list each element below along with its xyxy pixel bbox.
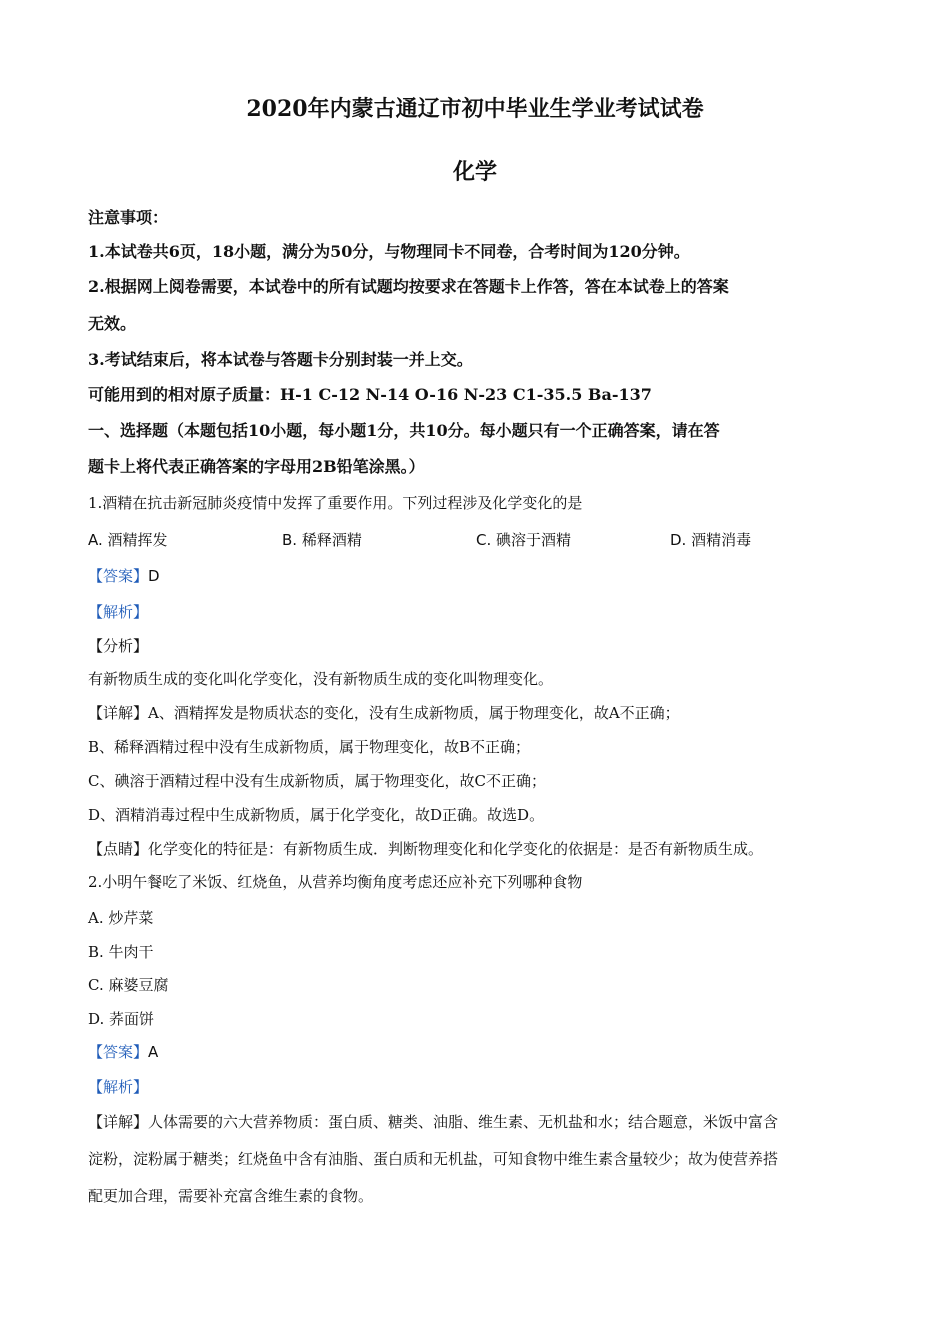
q1-detail-c: C、碘溶于酒精过程中没有生成新物质，属于物理变化，故C不正确；: [88, 772, 546, 790]
notice-heading: 注意事项：: [88, 208, 169, 227]
notice-item-2: 2.根据网上阅卷需要，本试卷中的所有试题均按要求在答题卡上作答，答在本试卷上的答案: [88, 277, 729, 296]
q2-option-b: B. 牛肉干: [88, 943, 154, 961]
q1-detail-d: D、酒精消毒过程中生成新物质，属于化学变化，故D正确。故选D。: [88, 806, 545, 824]
q1-answer: [88, 566, 868, 586]
q2-answer: [88, 1042, 868, 1062]
subject-title: 化学: [452, 159, 497, 185]
q2-option-c: C. 麻婆豆腐: [88, 976, 169, 994]
q1-fenxi: 有新物质生成的变化叫化学变化，没有新物质生成的变化叫物理变化。: [88, 670, 554, 688]
q1-stem: 1.酒精在抗击新冠肺炎疫情中发挥了重要作用。下列过程涉及化学变化的是: [88, 494, 583, 512]
answer-tag: 【答案】: [88, 567, 149, 585]
q1-detail-a: [88, 703, 868, 723]
q2-jiexi-tag: 【解析】: [88, 1078, 149, 1096]
notice-item-1: 1.本试卷共6页，18小题，满分为50分，与物理同卡不同卷，合考时间为120分钟。: [88, 242, 690, 261]
dianjing-tag: 【点睛】: [88, 840, 149, 858]
section-heading-cont: 题卡上将代表正确答案的字母用2B铅笔涂黑。）: [88, 457, 425, 476]
detail-text: 人体需要的六大营养物质：蛋白质、糖类、油脂、维生素、无机盐和水；结合题意，米饭中富含: [148, 1113, 779, 1131]
q1-option-b: B. 稀释酒精: [282, 531, 362, 549]
answer-value: D: [148, 567, 160, 585]
section-heading: 一、选择题（本题包括10小题，每小题1分，共10分。每小题只有一个正确答案，请在答: [88, 421, 720, 440]
exam-title: 2020年内蒙古通辽市初中毕业生学业考试试卷: [246, 96, 704, 122]
q1-jiexi-tag: 【解析】: [88, 603, 149, 621]
q1-detail-b: B、稀释酒精过程中没有生成新物质，属于物理变化，故B不正确；: [88, 738, 531, 756]
q1-option-d: D. 酒精消毒: [670, 531, 752, 549]
q2-option-d: D. 荞面饼: [88, 1010, 155, 1028]
detail-tag: 【详解】: [88, 1113, 149, 1131]
notice-item-2-cont: 无效。: [88, 314, 137, 333]
q2-detail-3: 配更加合理，需要补充富含维生素的食物。: [88, 1187, 374, 1205]
q2-option-a: A. 炒芹菜: [88, 909, 154, 927]
detail-text: A、酒精挥发是物质状态的变化，没有生成新物质，属于物理变化，故A不正确；: [148, 704, 680, 722]
q1-option-a: A. 酒精挥发: [88, 531, 168, 549]
answer-tag: 【答案】: [88, 1043, 149, 1061]
dianjing-text: 化学变化的特征是：有新物质生成．判断物理变化和化学变化的依据是：是否有新物质生成。: [148, 840, 764, 858]
atomic-mass-line: 可能用到的相对原子质量：H-1 C-12 N-14 O-16 N-23 C1-35.5 Ba-137: [88, 385, 652, 404]
notice-item-3: 3.考试结束后，将本试卷与答题卡分别封装一并上交。: [88, 350, 473, 369]
q1-fenxi-tag: 【分析】: [88, 637, 149, 655]
answer-value: A: [148, 1043, 159, 1061]
q1-option-c: C. 碘溶于酒精: [476, 531, 572, 549]
q2-detail-2: 淀粉，淀粉属于糖类；红烧鱼中含有油脂、蛋白质和无机盐，可知食物中维生素含量较少；故为使营养搭: [88, 1150, 779, 1168]
q2-stem: 2.小明午餐吃了米饭、红烧鱼，从营养均衡角度考虑还应补充下列哪种食物: [88, 873, 583, 891]
q1-dianjing: [88, 839, 868, 859]
q2-detail-1: [88, 1112, 868, 1132]
detail-tag: 【详解】: [88, 704, 149, 722]
